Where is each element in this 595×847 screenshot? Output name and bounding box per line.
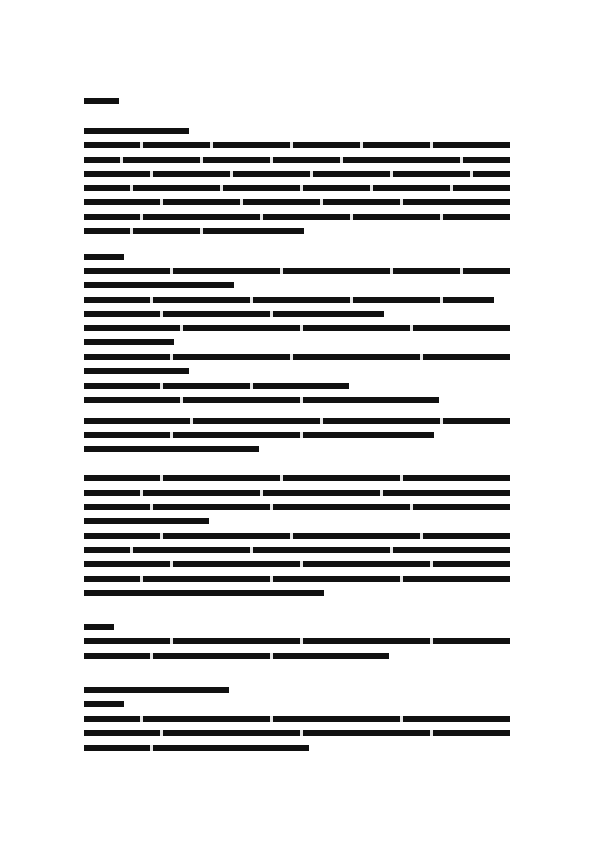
text-line <box>84 590 324 596</box>
text-line <box>84 533 510 539</box>
text-line <box>84 576 510 582</box>
text-line <box>84 745 309 751</box>
text-line <box>84 368 189 374</box>
text-line <box>84 254 124 260</box>
text-line <box>84 730 510 736</box>
text-line <box>84 98 119 104</box>
text-line <box>84 475 510 481</box>
text-line <box>84 142 510 148</box>
text-line <box>84 214 510 220</box>
text-line <box>84 701 124 707</box>
text-line <box>84 716 510 722</box>
text-line <box>84 311 384 317</box>
text-line <box>84 638 510 644</box>
text-line <box>84 653 389 659</box>
text-line <box>84 418 510 424</box>
text-line <box>84 518 209 524</box>
text-line <box>84 490 510 496</box>
text-line <box>84 339 174 345</box>
text-line <box>84 325 510 331</box>
text-line <box>84 228 304 234</box>
text-line <box>84 397 439 403</box>
text-line <box>84 128 189 134</box>
text-line <box>84 171 510 177</box>
text-line <box>84 504 510 510</box>
text-line <box>84 383 349 389</box>
text-line <box>84 624 114 630</box>
text-line <box>84 268 510 274</box>
text-line <box>84 185 510 191</box>
text-line <box>84 547 510 553</box>
text-line <box>84 561 510 567</box>
text-line <box>84 282 234 288</box>
text-line <box>84 354 510 360</box>
text-line <box>84 687 229 693</box>
text-line <box>84 297 494 303</box>
text-line <box>84 446 259 452</box>
text-line <box>84 199 510 205</box>
text-line <box>84 157 510 163</box>
text-line <box>84 432 434 438</box>
